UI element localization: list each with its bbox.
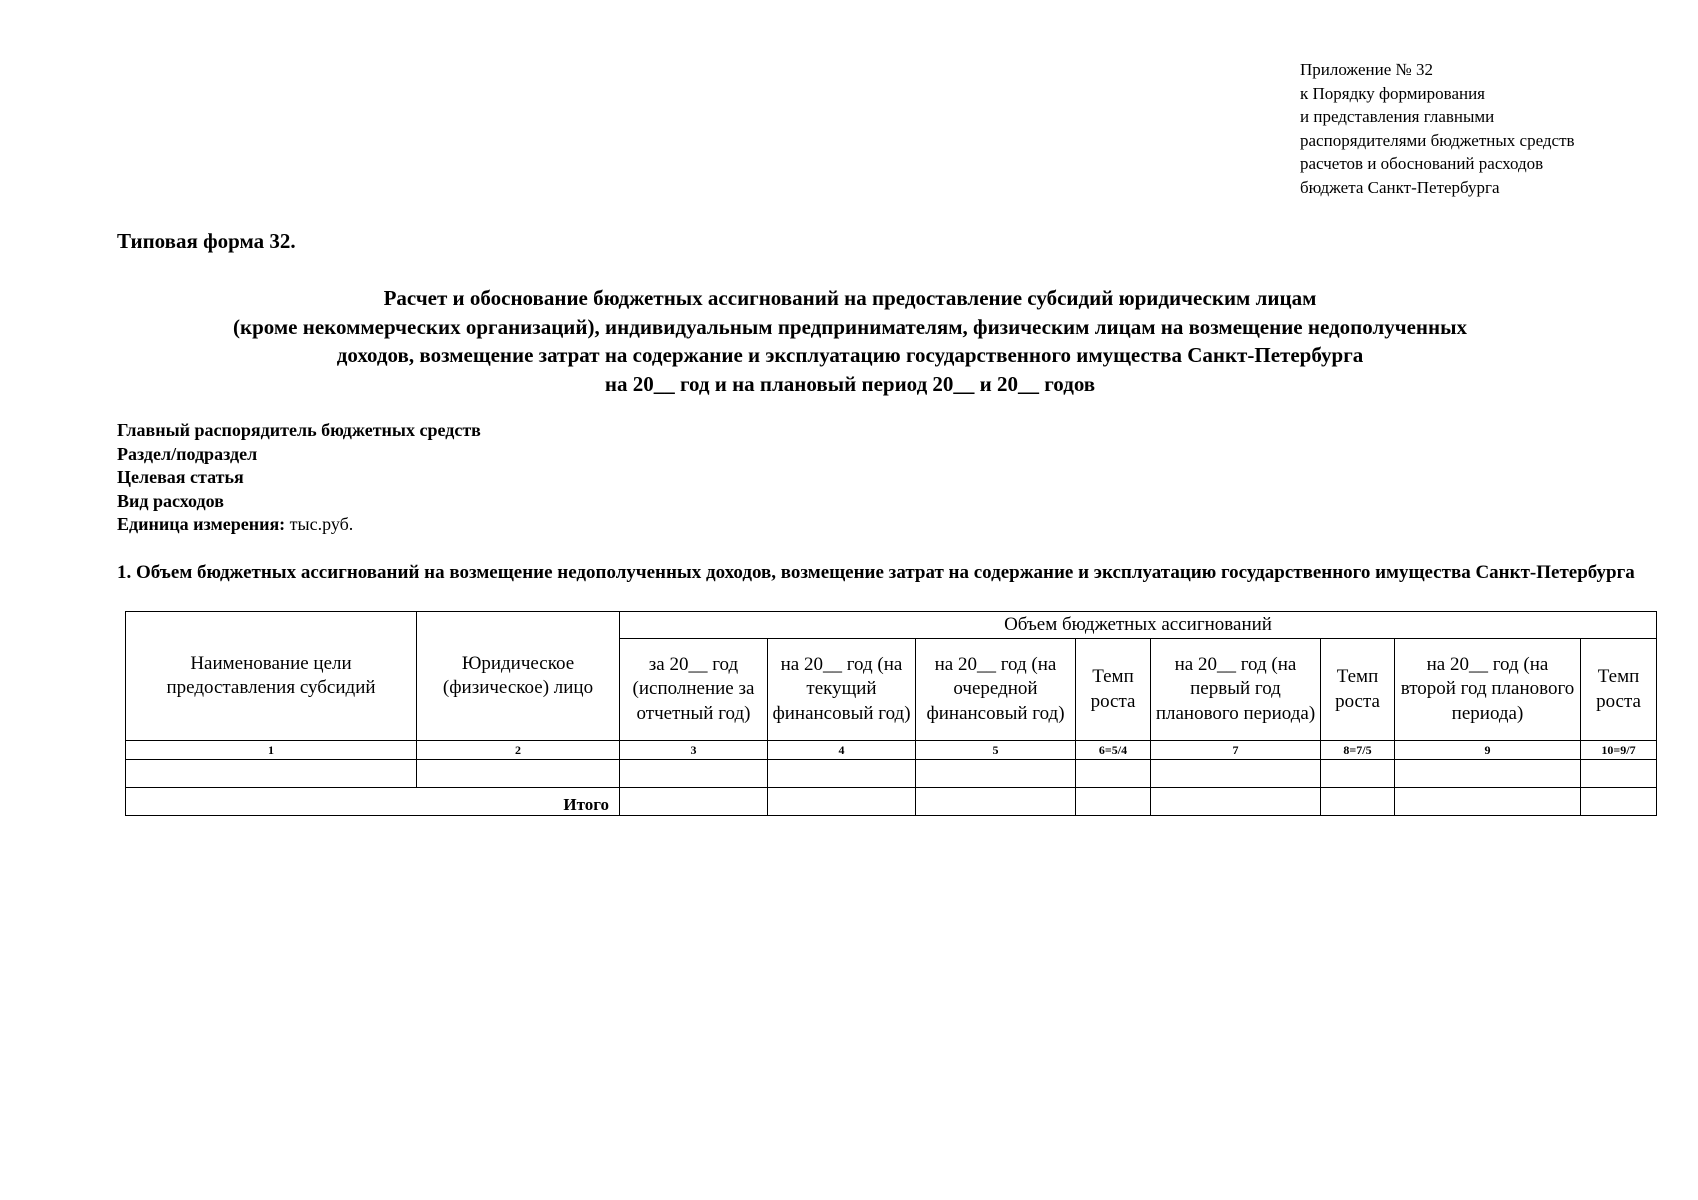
header-growth-3: Темп роста (1581, 639, 1657, 741)
budget-table (125, 611, 1657, 816)
table-cell[interactable] (768, 760, 916, 788)
header-growth-2: Темп роста (1321, 639, 1395, 741)
table-cell[interactable] (1581, 760, 1657, 788)
table-cell[interactable] (417, 760, 620, 788)
column-number: 5 (916, 741, 1076, 760)
column-number: 1 (126, 741, 417, 760)
title-line: доходов, возмещение затрат на содержание и эксплуатацию государственного имущества Санкт-Петербурга (336, 343, 1364, 367)
table-cell[interactable] (1151, 760, 1321, 788)
appendix-line: распорядителями бюджетных средств (1300, 130, 1575, 150)
header-plan-year-2: на 20__ год (на второй год планового периода) (1395, 639, 1581, 741)
column-number: 2 (417, 741, 620, 760)
header-purpose: Наименование цели предоставления субсидий (126, 612, 417, 741)
unit-row (117, 513, 481, 537)
table-cell[interactable] (916, 760, 1076, 788)
title-line: Расчет и обоснование бюджетных ассигнований на предоставление субсидий юридическим лицам (383, 286, 1317, 310)
table-cell[interactable] (1321, 760, 1395, 788)
table-row (126, 760, 1657, 788)
header-current-year: на 20__ год (на текущий финансовый год) (768, 639, 916, 741)
total-cell[interactable] (916, 788, 1076, 816)
total-cell[interactable] (1151, 788, 1321, 816)
column-number: 7 (1151, 741, 1321, 760)
section-heading: 1. Объем бюджетных ассигнований на возмещение недополученных доходов, возмещение затрат на содержание и эксплуатацию государственного имущества Санкт-Петербурга (117, 562, 1635, 583)
title-line: (кроме некоммерческих организаций), индивидуальным предпринимателям, физическим лицам на возмещение недополученных (232, 314, 1468, 339)
column-number: 4 (768, 741, 916, 760)
column-number: 8=7/5 (1321, 741, 1395, 760)
appendix-line: и представления главными (1300, 107, 1495, 126)
header-plan-year-1: на 20__ год (на первый год планового периода) (1151, 639, 1321, 741)
table-cell[interactable] (1395, 760, 1581, 788)
header-report-year: за 20__ год (исполнение за отчетный год) (620, 639, 768, 741)
total-label: Итого (126, 788, 620, 816)
column-number: 3 (620, 741, 768, 760)
gbs-label: Главный распорядитель бюджетных средств (117, 420, 481, 440)
total-cell[interactable] (620, 788, 768, 816)
total-cell[interactable] (1581, 788, 1657, 816)
unit-value: тыс.руб. (285, 514, 354, 534)
header-growth-1: Темп роста (1076, 639, 1151, 741)
table-cell[interactable] (620, 760, 768, 788)
total-cell[interactable] (1321, 788, 1395, 816)
column-number: 10=9/7 (1581, 741, 1657, 760)
header-entity: Юридическое (физическое) лицо (417, 612, 620, 741)
appendix-line: расчетов и обоснований расходов (1300, 154, 1544, 173)
title-line: на 20__ год и на плановый период 20__ и 20__ годов (604, 371, 1096, 396)
total-cell[interactable] (1395, 788, 1581, 816)
section-label: Раздел/подраздел (117, 443, 258, 464)
total-cell[interactable] (1076, 788, 1151, 816)
appendix-block (1300, 58, 1680, 199)
header-next-year: на 20__ год (на очередной финансовый год) (916, 639, 1076, 741)
appendix-line: к Порядку формирования (1300, 83, 1485, 103)
total-cell[interactable] (768, 788, 916, 816)
total-row (126, 788, 1657, 816)
meta-block (117, 419, 481, 537)
appendix-line: Приложение № 32 (1300, 60, 1433, 79)
column-number-row (126, 741, 1657, 760)
document-title (110, 284, 1590, 398)
header-group-allocations: Объем бюджетных ассигнований (620, 612, 1657, 639)
column-number: 9 (1395, 741, 1581, 760)
table-cell[interactable] (1076, 760, 1151, 788)
appendix-line: бюджета Санкт-Петербурга (1300, 177, 1500, 197)
table-cell[interactable] (126, 760, 417, 788)
expense-type-label: Вид расходов (117, 490, 224, 511)
unit-label: Единица измерения: (117, 514, 286, 534)
column-number: 6=5/4 (1076, 741, 1151, 760)
form-number: Типовая форма 32. (117, 229, 296, 253)
target-article-label: Целевая статья (117, 467, 244, 487)
